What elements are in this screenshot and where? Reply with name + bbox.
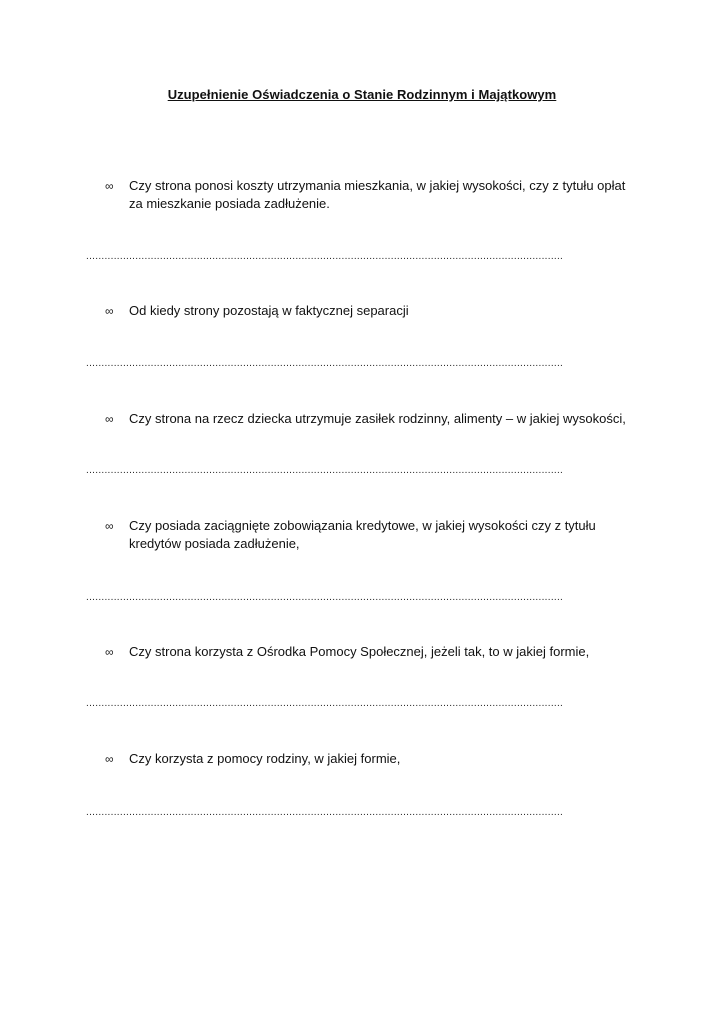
question-line: za mieszkanie posiada zadłużenie. [129,196,330,211]
infinity-bullet-icon: ∞ [105,304,114,318]
answer-dotted-line: ........................................................................................................................................................... [86,807,564,818]
document-title: Uzupełnienie Oświadczenia o Stanie Rodzinnym i Majątkowym [167,87,557,102]
infinity-bullet-icon: ∞ [105,179,114,193]
question-line: Czy strona ponosi koszty utrzymania mieszkania, w jakiej wysokości, czy z tytułu opłat [129,178,626,193]
question-text [129,177,645,213]
infinity-bullet-icon: ∞ [105,412,114,426]
answer-dotted-line: ........................................................................................................................................................... [86,465,564,476]
question-line: Czy korzysta z pomocy rodziny, w jakiej formie, [129,751,401,766]
infinity-bullet-icon: ∞ [105,752,114,766]
infinity-bullet-icon: ∞ [105,519,114,533]
infinity-bullet-icon: ∞ [105,645,114,659]
question-line: Czy strona na rzecz dziecka utrzymuje zasiłek rodzinny, alimenty – w jakiej wysokości, [129,411,626,426]
question-line: kredytów posiada zadłużenie, [129,536,300,551]
question-line: Czy posiada zaciągnięte zobowiązania kredytowe, w jakiej wysokości czy z tytułu [129,518,596,533]
question-text [129,643,645,661]
question-line: Od kiedy strony pozostają w faktycznej separacji [129,303,409,318]
question-text [129,750,645,768]
answer-dotted-line: ........................................................................................................................................................... [86,358,564,369]
answer-dotted-line: ........................................................................................................................................................... [86,251,564,262]
question-text [129,410,645,428]
question-text [129,302,645,320]
question-line: Czy strona korzysta z Ośrodka Pomocy Społecznej, jeżeli tak, to w jakiej formie, [129,644,590,659]
answer-dotted-line: ........................................................................................................................................................... [86,698,564,709]
question-text [129,517,645,553]
answer-dotted-line: ........................................................................................................................................................... [86,592,564,603]
